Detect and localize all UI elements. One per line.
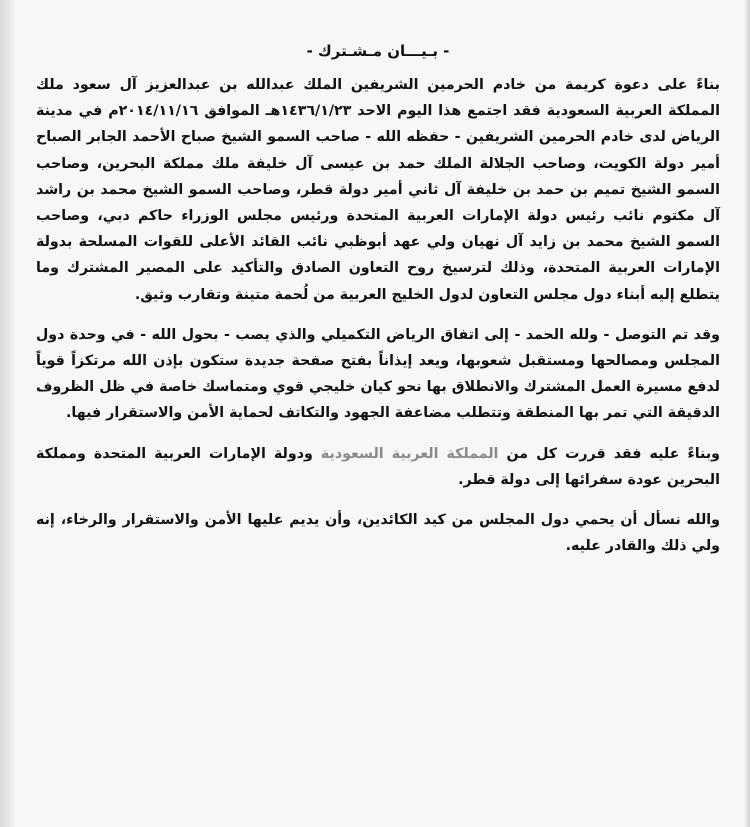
page-edge-shadow [0,0,14,827]
decision-suffix: ودولة الإمارات العربية المتحدة ومملكة البحرين عودة سفرائها إلى دولة قطر. [36,445,720,488]
paragraph-invitation: بناءً على دعوة كريمة من خادم الحرمين الشريفين الملك عبدالله بن عبدالعزيز آل سعود ملك المملكة العربية السعودية فقد اجتمع هذا اليوم الاحد ١٤٣٦/١/٢٣هـ الموافق ٢٠١٤/١١/١٦م في مدينة الرياض لدى خادم الحرمين الشريفين - حفظه الله - صاحب السمو الشيخ صباح الأحمد الجابر الصباح أمير دولة الكويت، وصاحب الجلالة الملك حمد بن عيسى آل خليفة ملك مملكة البحرين، وصاحب السمو الشيخ تميم بن حمد بن خليفة آل ثاني أمير دولة قطر، وصاحب السمو الشيخ محمد بن راشد آل مكتوم نائب رئيس دولة الإمارات العربية المتحدة ورئيس مجلس الوزراء حاكم دبي، وصاحب السمو الشيخ محمد بن زايد آل نهيان ولي عهد أبوظبي نائب القائد الأعلى للقوات المسلحة بدولة الإمارات العربية المتحدة، وذلك لترسيخ روح التعاون الصادق والتأكيد على المصير المشترك وما يتطلع إليه أبناء دول مجلس التعاون لدول الخليج العربية من لُحمة متينة وتقارب وثيق. [36,77,720,303]
decision-highlight: المملكة العربية السعودية [320,445,499,462]
joint-statement [36,42,720,559]
paragraph-agreement: وقد تم التوصل - ولله الحمد - إلى اتفاق الرياض التكميلي والذي يصب - بحول الله - في وحدة دول المجلس ومصالحها ومستقبل شعوبها، ويعد إيذاناً بفتح صفحة جديدة ستكون بإذن الله مرتكزاً قوياً لدفع مسيرة العمل المشترك والانطلاق بها نحو كيان خليجي قوي ومتماسك خاصة في ظل الظروف الدقيقة التي تمر بها المنطقة وتتطلب مضاعفة الجهود والتكاتف لحماية الأمن والاستقرار فيها. [36,326,720,422]
paragraph-closing: والله نسأل أن يحمي دول المجلس من كيد الكائدين، وأن يديم عليها الأمن والاستقرار والرخاء، إنه ولي ذلك والقادر عليه. [36,512,720,555]
paragraph-decision [36,441,720,493]
decision-prefix: وبناءً عليه فقد قررت كل من [498,445,720,462]
page-edge-shadow [744,0,750,827]
statement-title: - بـيـــان مـشـترك - [306,42,450,60]
